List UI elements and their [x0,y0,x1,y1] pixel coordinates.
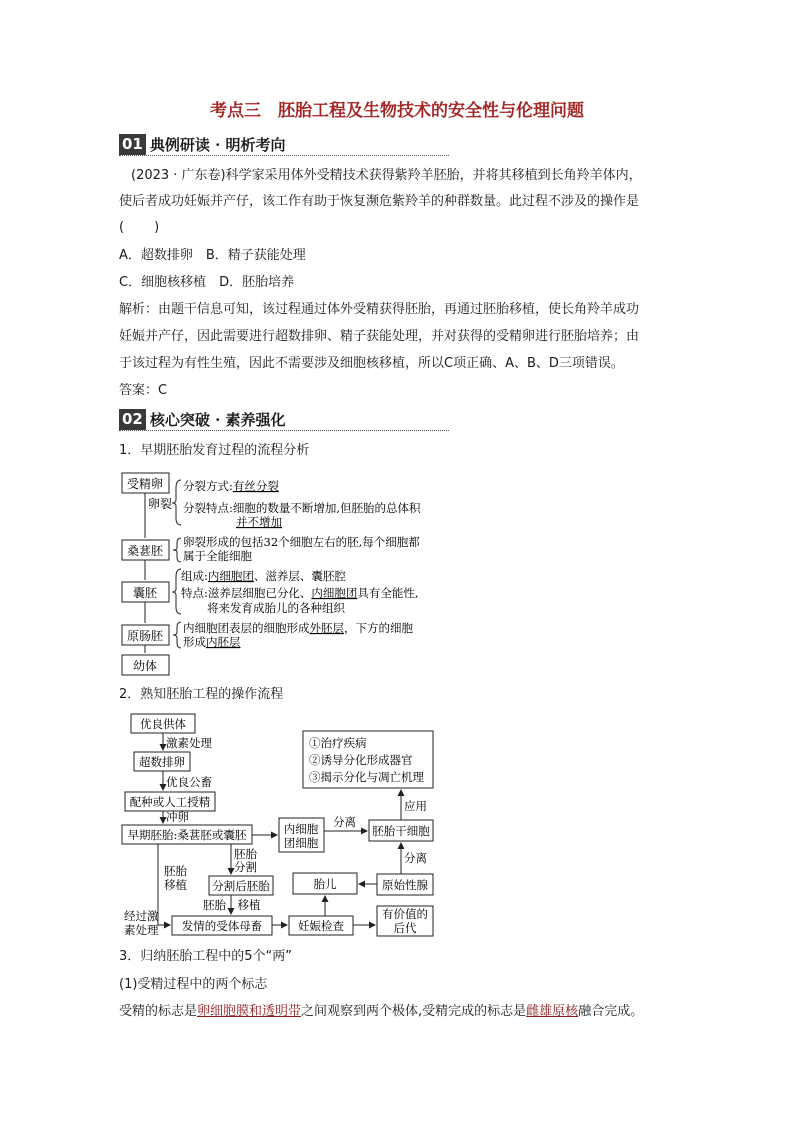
morula-desc-1: 卵裂形成的包括32个细胞左右的胚,每个细胞都 [183,535,420,549]
section-label: 典例研读 · 明析考向 [149,136,286,154]
recipient-box: 发情的受体母畜 [181,919,263,933]
hormone-treated-1: 经过激 [124,909,159,923]
offspring-box-line-2: 后代 [393,921,417,935]
blastocyst-composition: 组成:内细胞团、滋养层、囊胚腔 [181,569,346,583]
section-label: 核心突破 · 素养强化 [149,411,286,429]
donor-box: 优良供体 [140,717,186,731]
cleavage-label: 卵裂 [148,497,173,511]
flush-label: 冲卵 [166,810,189,824]
split-feature-value: 并不增加 [236,515,282,529]
transfer-left-1: 胚胎 [164,864,187,878]
offspring-box-line-1: 有价值的 [382,907,428,921]
hormone-label: 激素处理 [166,736,212,750]
gastrula-desc-1: 内细胞团表层的细胞形成外胚层，下方的细胞 [183,621,413,635]
pregnancy-check-box: 妊娠检查 [298,919,344,933]
hormone-treated-2: 素处理 [124,923,159,937]
blastocyst-feature: 特点:滋养层细胞已分化、内细胞团具有全能性, [181,586,419,600]
analysis-line-3: 于该过程为有性生殖，因此不需要涉及细胞核移植，所以C项正确、A、B、D三项错误。 [119,356,624,371]
marker-membrane: 卵细胞膜和透明带 [197,1004,302,1019]
item-1-heading: 1．早期胚胎发育过程的流程分析 [119,443,310,458]
es-cell-box: 胚胎干细胞 [372,824,430,838]
option-cd: C．细胞核移植 D．胚胎培养 [119,275,295,290]
stage-blastocyst: 囊胚 [132,586,158,600]
embryo-split-label-1: 胚胎 [234,847,257,861]
application-label: 应用 [404,799,427,813]
split-mode: 分裂方式:有丝分裂 [183,479,279,493]
gastrula-desc-2: 形成内胚层 [183,635,241,649]
superovulation-box: 超数排卵 [139,755,185,769]
paren-open: ( [119,220,125,235]
question-line-2: 使后者成功妊娠并产仔，该工作有助于恢复濒危紫羚羊的种群数量。此过程不涉及的操作是 [119,194,640,209]
fetus-box: 胎儿 [313,877,337,891]
option-ab: A．超数排卵 B．精子获能处理 [119,248,306,263]
analysis-line-1: 解析：由题干信息可知，该过程通过体外受精获得胚胎，再通过胚胎移植，使长角羚羊成功 [119,302,640,317]
use-1: ①治疗疾病 [309,736,367,750]
split-feature: 分裂特点:细胞的数量不断增加,但胚胎的总体积 [183,501,421,515]
stage-zygote: 受精卵 [126,477,164,491]
answer: 答案：C [119,383,168,398]
transfer-label: 胚胎 移植 [203,898,261,912]
section-number: 02 [119,409,146,430]
question-line-1: (2023 · 广东卷)科学家采用体外受精技术获得紫羚羊胚胎，并将其移植到长角羚羊体内， [131,168,642,183]
analysis-line-2: 妊娠并产仔，因此需要进行超数排卵、精子获能处理，并对获得的受精卵进行胚胎培养；由 [119,329,640,344]
paren-close: ) [154,220,160,235]
stage-juvenile: 幼体 [132,659,158,673]
gonad-box: 原始性腺 [382,878,428,892]
insemination-box: 配种或人工授精 [129,795,211,809]
good-bull-label: 优良公畜 [166,775,212,789]
stage-gastrula: 原肠胚 [126,629,164,643]
stage-morula: 桑葚胚 [126,544,164,558]
use-3: ③揭示分化与凋亡机理 [309,770,424,784]
icm-box-line-1: 内细胞 [283,822,319,836]
section-number: 01 [119,134,146,155]
transfer-left-2: 移植 [164,878,187,892]
fertilization-markers: 受精的标志是卵细胞膜和透明带之间观察到两个极体,受精完成的标志是雌雄原核融合完成。 [119,1004,644,1019]
morula-desc-2: 属于全能细胞 [183,549,252,563]
page-title: 考点三 胚胎工程及生物技术的安全性与伦理问题 [210,101,584,121]
early-embryo-box: 早期胚胎:桑葚胚或囊胚 [127,828,247,842]
split-embryo-box: 分割后胚胎 [212,879,270,893]
item-2-heading: 2．熟知胚胎工程的操作流程 [119,687,284,702]
icm-box-line-2: 团细胞 [283,836,319,850]
separate-label-2: 分离 [404,851,427,865]
embryo-split-label-2: 分割 [234,860,257,874]
separate-label-1: 分离 [333,815,356,829]
blastocyst-feature-2: 将来发育成胎儿的各种组织 [207,601,345,615]
item-3-heading: 3．归纳胚胎工程中的5个“两” [119,949,293,964]
sub-heading-1: (1)受精过程中的两个标志 [119,977,268,992]
marker-pronuclei: 雌雄原核 [526,1004,579,1019]
use-2: ②诱导分化形成器官 [309,753,413,767]
